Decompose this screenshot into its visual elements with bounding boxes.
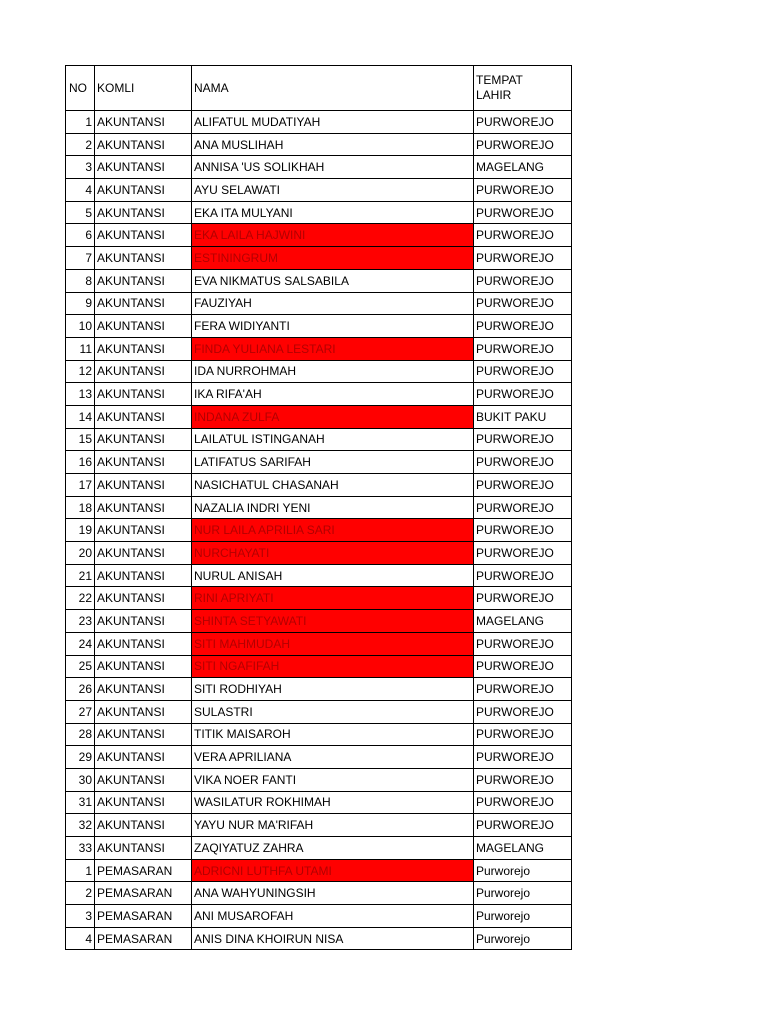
cell-tempat-lahir: Purworejo (474, 905, 572, 928)
cell-komli: AKUNTANSI (95, 837, 192, 860)
header-row (66, 66, 572, 111)
table-row (66, 678, 572, 701)
cell-no: 8 (66, 269, 95, 292)
header-tempat-lahir (474, 66, 572, 111)
cell-nama: SULASTRI (192, 700, 474, 723)
cell-nama: NASICHATUL CHASANAH (192, 474, 474, 497)
cell-nama: FAUZIYAH (192, 292, 474, 315)
cell-tempat-lahir: MAGELANG (474, 610, 572, 633)
cell-komli: AKUNTANSI (95, 360, 192, 383)
cell-no: 3 (66, 156, 95, 179)
cell-nama: VERA APRILIANA (192, 746, 474, 769)
cell-no: 13 (66, 383, 95, 406)
cell-no: 15 (66, 428, 95, 451)
cell-no: 4 (66, 927, 95, 950)
cell-nama: FERA WIDIYANTI (192, 315, 474, 338)
table-row (66, 723, 572, 746)
cell-komli: AKUNTANSI (95, 156, 192, 179)
cell-nama: ANI MUSAROFAH (192, 905, 474, 928)
cell-no: 9 (66, 292, 95, 315)
cell-tempat-lahir: PURWOREJO (474, 519, 572, 542)
table-row (66, 746, 572, 769)
cell-no: 28 (66, 723, 95, 746)
cell-nama: NAZALIA INDRI YENI (192, 496, 474, 519)
cell-tempat-lahir: PURWOREJO (474, 768, 572, 791)
cell-komli: AKUNTANSI (95, 700, 192, 723)
cell-komli: PEMASARAN (95, 882, 192, 905)
table-row (66, 610, 572, 633)
cell-nama: ESTININGRUM (192, 247, 474, 270)
cell-no: 7 (66, 247, 95, 270)
cell-nama: IDA NURROHMAH (192, 360, 474, 383)
cell-tempat-lahir: PURWOREJO (474, 587, 572, 610)
table-row (66, 837, 572, 860)
cell-komli: AKUNTANSI (95, 474, 192, 497)
cell-tempat-lahir: PURWOREJO (474, 360, 572, 383)
cell-tempat-lahir: BUKIT PAKU (474, 405, 572, 428)
cell-no: 6 (66, 224, 95, 247)
cell-nama: RINI APRIYATI (192, 587, 474, 610)
cell-tempat-lahir: PURWOREJO (474, 791, 572, 814)
cell-komli: AKUNTANSI (95, 337, 192, 360)
cell-tempat-lahir: PURWOREJO (474, 496, 572, 519)
cell-nama: LATIFATUS SARIFAH (192, 451, 474, 474)
cell-no: 21 (66, 564, 95, 587)
table-row (66, 542, 572, 565)
cell-nama: ANA WAHYUNINGSIH (192, 882, 474, 905)
table-row (66, 337, 572, 360)
cell-komli: AKUNTANSI (95, 247, 192, 270)
table-row (66, 383, 572, 406)
cell-komli: PEMASARAN (95, 927, 192, 950)
cell-nama: IKA RIFA'AH (192, 383, 474, 406)
header-nama: NAMA (192, 66, 474, 111)
cell-komli: AKUNTANSI (95, 179, 192, 202)
cell-komli: AKUNTANSI (95, 133, 192, 156)
cell-komli: AKUNTANSI (95, 768, 192, 791)
table-row (66, 882, 572, 905)
cell-no: 19 (66, 519, 95, 542)
cell-komli: AKUNTANSI (95, 678, 192, 701)
cell-nama: EKA LAILA HAJWINI (192, 224, 474, 247)
cell-no: 22 (66, 587, 95, 610)
cell-nama: SITI NGAFIFAH (192, 655, 474, 678)
cell-komli: AKUNTANSI (95, 224, 192, 247)
cell-no: 24 (66, 632, 95, 655)
cell-komli: AKUNTANSI (95, 655, 192, 678)
cell-no: 25 (66, 655, 95, 678)
cell-no: 33 (66, 837, 95, 860)
cell-nama: ANIS DINA KHOIRUN NISA (192, 927, 474, 950)
table-row (66, 405, 572, 428)
table-row (66, 360, 572, 383)
cell-tempat-lahir: MAGELANG (474, 837, 572, 860)
cell-tempat-lahir: PURWOREJO (474, 337, 572, 360)
table-row (66, 632, 572, 655)
cell-nama: ANNISA 'US SOLIKHAH (192, 156, 474, 179)
cell-komli: AKUNTANSI (95, 405, 192, 428)
cell-komli: AKUNTANSI (95, 269, 192, 292)
cell-tempat-lahir: PURWOREJO (474, 428, 572, 451)
header-tempat-line2: LAHIR (476, 88, 512, 102)
cell-komli: AKUNTANSI (95, 542, 192, 565)
table-row (66, 315, 572, 338)
cell-nama: SITI MAHMUDAH (192, 632, 474, 655)
cell-nama: ALIFATUL MUDATIYAH (192, 111, 474, 134)
cell-tempat-lahir: PURWOREJO (474, 247, 572, 270)
cell-no: 32 (66, 814, 95, 837)
cell-no: 2 (66, 882, 95, 905)
cell-tempat-lahir: Purworejo (474, 927, 572, 950)
header-tempat-line1: TEMPAT (476, 73, 523, 87)
table-row (66, 224, 572, 247)
table-row (66, 111, 572, 134)
cell-nama: FINDA YULIANA LESTARI (192, 337, 474, 360)
cell-komli: AKUNTANSI (95, 723, 192, 746)
cell-tempat-lahir: PURWOREJO (474, 451, 572, 474)
cell-no: 10 (66, 315, 95, 338)
table-row (66, 428, 572, 451)
cell-tempat-lahir: PURWOREJO (474, 269, 572, 292)
cell-tempat-lahir: PURWOREJO (474, 383, 572, 406)
cell-nama: WASILATUR ROKHIMAH (192, 791, 474, 814)
cell-tempat-lahir: PURWOREJO (474, 678, 572, 701)
cell-nama: NURUL ANISAH (192, 564, 474, 587)
cell-komli: AKUNTANSI (95, 791, 192, 814)
cell-komli: AKUNTANSI (95, 564, 192, 587)
table-row (66, 587, 572, 610)
cell-nama: VIKA NOER FANTI (192, 768, 474, 791)
cell-komli: AKUNTANSI (95, 496, 192, 519)
cell-tempat-lahir: PURWOREJO (474, 224, 572, 247)
table-row (66, 519, 572, 542)
cell-no: 30 (66, 768, 95, 791)
cell-nama: YAYU NUR MA'RIFAH (192, 814, 474, 837)
table-row (66, 927, 572, 950)
cell-tempat-lahir: PURWOREJO (474, 564, 572, 587)
cell-no: 12 (66, 360, 95, 383)
cell-tempat-lahir: PURWOREJO (474, 542, 572, 565)
table-row (66, 768, 572, 791)
cell-nama: SHINTA SETYAWATI (192, 610, 474, 633)
cell-no: 29 (66, 746, 95, 769)
cell-tempat-lahir: PURWOREJO (474, 292, 572, 315)
table-row (66, 269, 572, 292)
cell-tempat-lahir: PURWOREJO (474, 723, 572, 746)
table-row (66, 133, 572, 156)
cell-nama: ZAQIYATUZ ZAHRA (192, 837, 474, 860)
cell-tempat-lahir: MAGELANG (474, 156, 572, 179)
cell-no: 31 (66, 791, 95, 814)
cell-tempat-lahir: PURWOREJO (474, 179, 572, 202)
cell-tempat-lahir: PURWOREJO (474, 700, 572, 723)
cell-tempat-lahir: Purworejo (474, 882, 572, 905)
cell-nama: ADRICNI LUTHFA UTAMI (192, 859, 474, 882)
header-komli: KOMLI (95, 66, 192, 111)
cell-no: 16 (66, 451, 95, 474)
table-row (66, 859, 572, 882)
table-row (66, 655, 572, 678)
table-row (66, 474, 572, 497)
table-row (66, 700, 572, 723)
cell-nama: AYU SELAWATI (192, 179, 474, 202)
cell-tempat-lahir: PURWOREJO (474, 474, 572, 497)
cell-nama: ANA MUSLIHAH (192, 133, 474, 156)
table-row (66, 791, 572, 814)
cell-komli: AKUNTANSI (95, 519, 192, 542)
table-row (66, 451, 572, 474)
table-row (66, 201, 572, 224)
table-row (66, 905, 572, 928)
table-row (66, 292, 572, 315)
table-row (66, 156, 572, 179)
cell-no: 20 (66, 542, 95, 565)
table-row (66, 814, 572, 837)
cell-nama: TITIK MAISAROH (192, 723, 474, 746)
cell-no: 11 (66, 337, 95, 360)
cell-no: 14 (66, 405, 95, 428)
cell-komli: AKUNTANSI (95, 587, 192, 610)
cell-tempat-lahir: PURWOREJO (474, 632, 572, 655)
cell-nama: LAILATUL ISTINGANAH (192, 428, 474, 451)
cell-komli: AKUNTANSI (95, 315, 192, 338)
cell-tempat-lahir: PURWOREJO (474, 746, 572, 769)
table-body (66, 66, 572, 950)
cell-no: 4 (66, 179, 95, 202)
cell-nama: INDANA ZULFA (192, 405, 474, 428)
cell-tempat-lahir: Purworejo (474, 859, 572, 882)
cell-no: 23 (66, 610, 95, 633)
cell-nama: SITI RODHIYAH (192, 678, 474, 701)
cell-no: 5 (66, 201, 95, 224)
cell-komli: AKUNTANSI (95, 632, 192, 655)
table-row (66, 564, 572, 587)
cell-tempat-lahir: PURWOREJO (474, 111, 572, 134)
table-row (66, 179, 572, 202)
cell-nama: EVA NIKMATUS SALSABILA (192, 269, 474, 292)
cell-no: 1 (66, 111, 95, 134)
cell-nama: EKA ITA MULYANI (192, 201, 474, 224)
cell-no: 26 (66, 678, 95, 701)
cell-no: 27 (66, 700, 95, 723)
cell-komli: AKUNTANSI (95, 383, 192, 406)
cell-komli: AKUNTANSI (95, 201, 192, 224)
cell-tempat-lahir: PURWOREJO (474, 133, 572, 156)
cell-komli: AKUNTANSI (95, 451, 192, 474)
cell-tempat-lahir: PURWOREJO (474, 201, 572, 224)
cell-nama: NURCHAYATI (192, 542, 474, 565)
cell-komli: AKUNTANSI (95, 814, 192, 837)
cell-komli: AKUNTANSI (95, 746, 192, 769)
cell-komli: AKUNTANSI (95, 292, 192, 315)
cell-tempat-lahir: PURWOREJO (474, 655, 572, 678)
cell-no: 18 (66, 496, 95, 519)
table-row (66, 247, 572, 270)
cell-no: 1 (66, 859, 95, 882)
header-no: NO (66, 66, 95, 111)
cell-no: 3 (66, 905, 95, 928)
cell-no: 17 (66, 474, 95, 497)
cell-tempat-lahir: PURWOREJO (474, 315, 572, 338)
student-table (65, 65, 572, 950)
cell-komli: AKUNTANSI (95, 610, 192, 633)
cell-komli: PEMASARAN (95, 905, 192, 928)
cell-tempat-lahir: PURWOREJO (474, 814, 572, 837)
cell-komli: AKUNTANSI (95, 428, 192, 451)
cell-komli: PEMASARAN (95, 859, 192, 882)
cell-nama: NUR LAILA APRILIA SARI (192, 519, 474, 542)
table-row (66, 496, 572, 519)
cell-no: 2 (66, 133, 95, 156)
cell-komli: AKUNTANSI (95, 111, 192, 134)
